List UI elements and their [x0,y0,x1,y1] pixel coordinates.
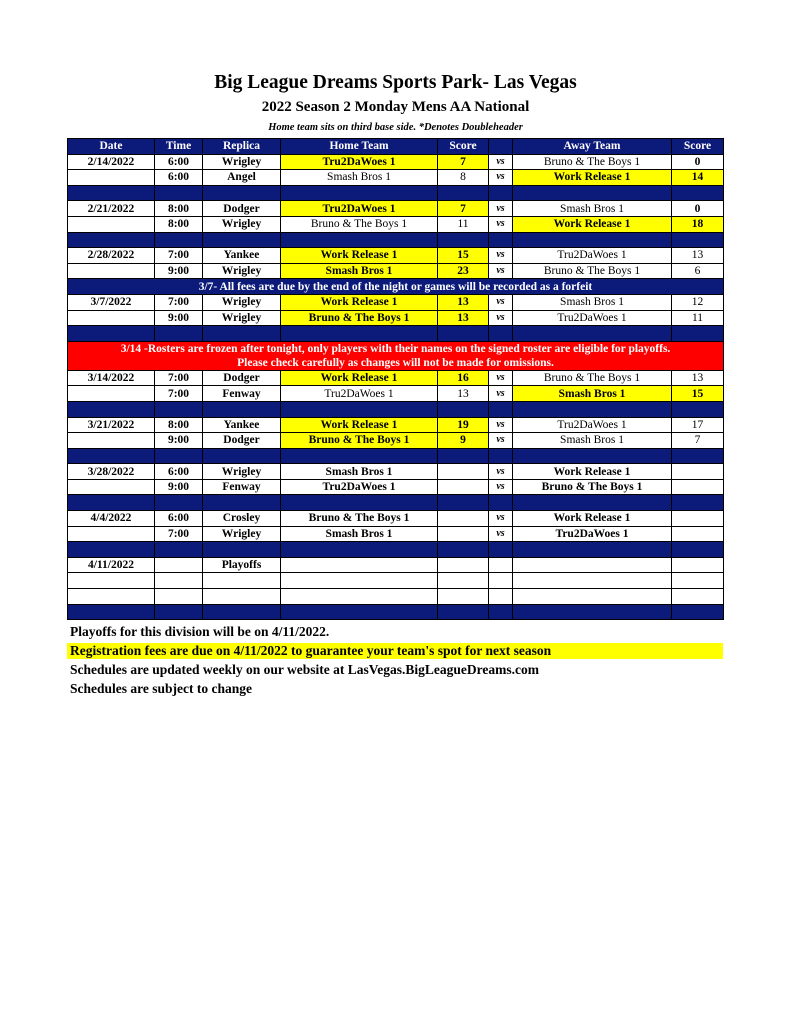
time-cell: 7:00 [155,386,203,402]
replica-cell: Dodger [203,433,281,449]
away-team-cell: Smash Bros 1 [513,433,672,449]
home-score-cell: 13 [438,294,489,310]
playoffs-note: Playoffs for this division will be on 4/11/2022. [70,624,330,639]
away-team-cell: Work Release 1 [513,216,672,232]
week-separator [68,401,724,417]
col-away-score: Score [672,139,724,155]
week-separator [68,542,724,558]
date-cell: 2/28/2022 [68,248,155,264]
home-team-cell: Smash Bros 1 [281,526,438,542]
away-score-cell [672,464,724,480]
time-cell: 7:00 [155,294,203,310]
vs-cell: vs [489,201,513,217]
vs-cell: vs [489,263,513,279]
away-team-cell: Work Release 1 [513,170,672,186]
home-score-cell [438,464,489,480]
registration-note: Registration fees are due on 4/11/2022 to guarantee your team's spot for next season [67,643,723,659]
page-title: Big League Dreams Sports Park- Las Vegas [214,72,577,93]
home-score-cell: 16 [438,370,489,386]
away-team-cell: Bruno & The Boys 1 [513,479,672,495]
away-score-cell [672,526,724,542]
col-home-score: Score [438,139,489,155]
week-separator [68,326,724,342]
roster-notice-line-1: 3/14 -Rosters are frozen after tonight, only players with their names on the signed roster are eligible for playoffs. [120,342,671,355]
table-row [68,201,724,217]
vs-cell: vs [489,248,513,264]
date-cell: 3/28/2022 [68,464,155,480]
date-cell [68,479,155,495]
time-cell: 9:00 [155,433,203,449]
vs-cell: vs [489,479,513,495]
table-row [68,386,724,402]
date-cell [68,263,155,279]
home-score-cell: 23 [438,263,489,279]
vs-cell [489,557,513,573]
col-away-team: Away Team [513,139,672,155]
vs-cell: vs [489,526,513,542]
home-score-cell: 9 [438,433,489,449]
vs-cell: vs [489,433,513,449]
away-team-cell: Work Release 1 [513,464,672,480]
away-team-cell: Work Release 1 [513,511,672,527]
vs-cell: vs [489,464,513,480]
home-score-cell: 11 [438,216,489,232]
away-score-cell: 13 [672,370,724,386]
home-team-cell: Tru2DaWoes 1 [281,154,438,170]
date-cell [68,310,155,326]
date-cell: 3/21/2022 [68,417,155,433]
table-row [68,433,724,449]
date-cell: 3/14/2022 [68,370,155,386]
away-score-cell: 14 [672,170,724,186]
home-team-cell: Work Release 1 [281,370,438,386]
away-score-cell: 12 [672,294,724,310]
replica-cell: Wrigley [203,154,281,170]
website-note: Schedules are updated weekly on our website at LasVegas.BigLeagueDreams.com [70,662,540,677]
table-row [68,557,724,573]
away-team-cell: Smash Bros 1 [513,294,672,310]
replica-cell: Wrigley [203,216,281,232]
away-score-cell [672,479,724,495]
table-row [68,526,724,542]
home-team-cell: Smash Bros 1 [281,170,438,186]
week-separator [68,185,724,201]
replica-cell: Angel [203,170,281,186]
vs-cell: vs [489,216,513,232]
table-row [68,417,724,433]
roster-notice [68,341,724,370]
home-score-cell [438,526,489,542]
time-cell: 6:00 [155,511,203,527]
away-score-cell: 0 [672,154,724,170]
col-home-team: Home Team [281,139,438,155]
replica-cell: Wrigley [203,464,281,480]
table-row [68,216,724,232]
home-team-cell: Work Release 1 [281,248,438,264]
home-team-cell: Bruno & The Boys 1 [281,511,438,527]
home-team-cell: Tru2DaWoes 1 [281,201,438,217]
vs-cell: vs [489,294,513,310]
time-cell: 8:00 [155,201,203,217]
roster-notice-line-2: Please check carefully as changes will not be made for omissions. [237,356,554,369]
date-cell: 4/11/2022 [68,557,155,573]
replica-cell: Yankee [203,417,281,433]
away-team-cell: Bruno & The Boys 1 [513,370,672,386]
home-team-cell [281,557,438,573]
fees-notice: 3/7- All fees are due by the end of the night or games will be recorded as a forfeit [68,279,724,295]
table-row [68,464,724,480]
vs-cell: vs [489,154,513,170]
home-team-cell: Work Release 1 [281,417,438,433]
away-team-cell: Bruno & The Boys 1 [513,263,672,279]
time-cell: 7:00 [155,370,203,386]
home-team-cell: Bruno & The Boys 1 [281,216,438,232]
table-row [68,170,724,186]
away-team-cell: Smash Bros 1 [513,386,672,402]
home-team-cell: Smash Bros 1 [281,464,438,480]
table-row [68,263,724,279]
time-cell: 7:00 [155,248,203,264]
home-team-cell: Smash Bros 1 [281,263,438,279]
home-score-cell: 13 [438,310,489,326]
home-score-cell: 13 [438,386,489,402]
replica-cell: Playoffs [203,557,281,573]
replica-cell: Fenway [203,479,281,495]
home-score-cell: 7 [438,201,489,217]
home-score-cell [438,511,489,527]
date-cell: 2/14/2022 [68,154,155,170]
date-cell: 3/7/2022 [68,294,155,310]
replica-cell: Wrigley [203,263,281,279]
away-team-cell [513,557,672,573]
table-header-row [68,139,724,155]
home-score-cell [438,557,489,573]
replica-cell: Fenway [203,386,281,402]
home-score-cell: 15 [438,248,489,264]
fees-notice-row [68,279,724,295]
home-score-cell [438,479,489,495]
table-row [68,370,724,386]
replica-cell: Wrigley [203,310,281,326]
time-cell: 6:00 [155,154,203,170]
home-score-cell: 7 [438,154,489,170]
away-score-cell: 13 [672,248,724,264]
date-cell [68,170,155,186]
replica-cell: Dodger [203,201,281,217]
replica-cell: Wrigley [203,526,281,542]
home-team-cell: Tru2DaWoes 1 [281,386,438,402]
replica-cell: Crosley [203,511,281,527]
replica-cell: Dodger [203,370,281,386]
away-team-cell: Bruno & The Boys 1 [513,154,672,170]
away-team-cell: Tru2DaWoes 1 [513,526,672,542]
week-separator [68,232,724,248]
time-cell [155,557,203,573]
home-score-cell: 19 [438,417,489,433]
col-replica: Replica [203,139,281,155]
away-score-cell [672,557,724,573]
home-team-cell: Work Release 1 [281,294,438,310]
home-score-cell: 8 [438,170,489,186]
date-cell: 4/4/2022 [68,511,155,527]
change-note: Schedules are subject to change [70,681,252,696]
away-score-cell: 0 [672,201,724,217]
away-score-cell: 17 [672,417,724,433]
page-subtitle: 2022 Season 2 Monday Mens AA National [261,99,530,115]
col-time: Time [155,139,203,155]
time-cell: 6:00 [155,464,203,480]
time-cell: 6:00 [155,170,203,186]
home-team-note: Home team sits on third base side. *Denotes Doubleheader [268,122,523,133]
away-score-cell: 15 [672,386,724,402]
away-score-cell [672,511,724,527]
time-cell: 9:00 [155,479,203,495]
table-row [68,511,724,527]
table-row [68,310,724,326]
table-row [68,573,724,589]
home-team-cell: Bruno & The Boys 1 [281,310,438,326]
time-cell: 8:00 [155,216,203,232]
away-score-cell: 7 [672,433,724,449]
schedule-table [67,138,724,620]
home-team-cell: Bruno & The Boys 1 [281,433,438,449]
away-team-cell: Tru2DaWoes 1 [513,248,672,264]
col-vs [489,139,513,155]
vs-cell: vs [489,310,513,326]
date-cell [68,433,155,449]
date-cell [68,216,155,232]
vs-cell: vs [489,370,513,386]
away-score-cell: 6 [672,263,724,279]
date-cell: 2/21/2022 [68,201,155,217]
table-row [68,248,724,264]
roster-notice-row [68,341,724,370]
week-separator [68,604,724,620]
date-cell [68,526,155,542]
time-cell: 7:00 [155,526,203,542]
vs-cell: vs [489,170,513,186]
away-team-cell: Tru2DaWoes 1 [513,310,672,326]
table-row [68,294,724,310]
time-cell: 8:00 [155,417,203,433]
away-team-cell: Smash Bros 1 [513,201,672,217]
away-team-cell: Tru2DaWoes 1 [513,417,672,433]
table-row [68,589,724,605]
away-score-cell: 11 [672,310,724,326]
time-cell: 9:00 [155,263,203,279]
week-separator [68,448,724,464]
vs-cell: vs [489,511,513,527]
week-separator [68,495,724,511]
vs-cell: vs [489,417,513,433]
table-row [68,154,724,170]
time-cell: 9:00 [155,310,203,326]
date-cell [68,386,155,402]
table-row [68,479,724,495]
away-score-cell: 18 [672,216,724,232]
replica-cell: Wrigley [203,294,281,310]
col-date: Date [68,139,155,155]
replica-cell: Yankee [203,248,281,264]
home-team-cell: Tru2DaWoes 1 [281,479,438,495]
vs-cell: vs [489,386,513,402]
